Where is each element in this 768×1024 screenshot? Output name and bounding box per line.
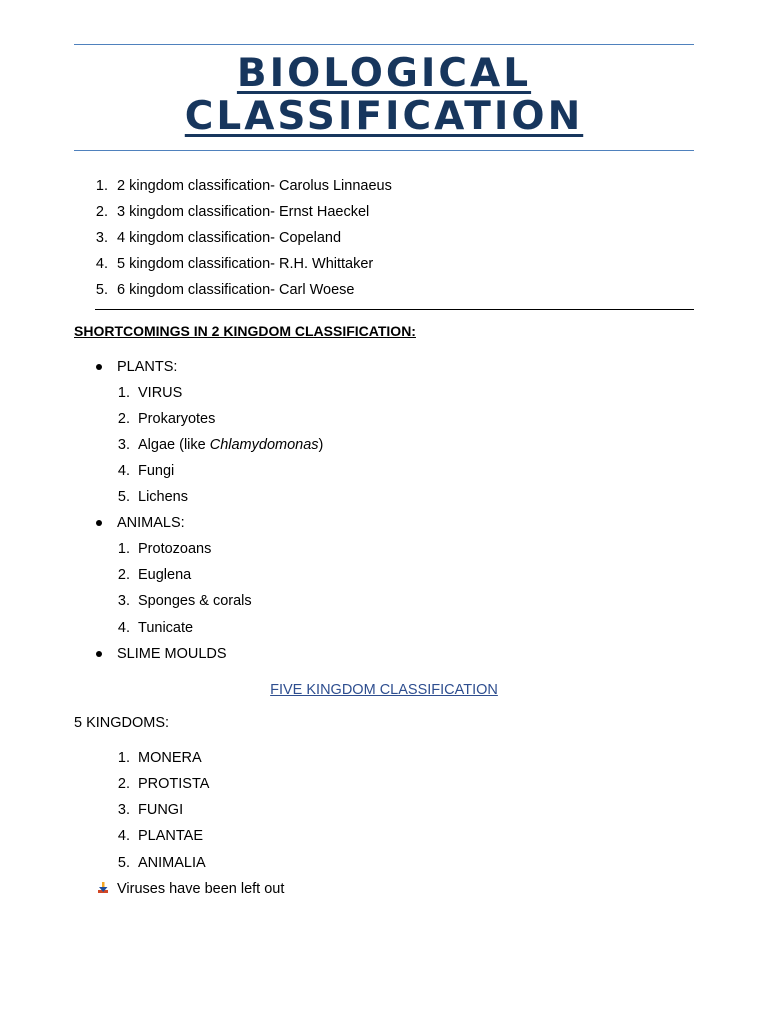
list-number: 5. [117, 855, 130, 871]
list-number: 2. [117, 567, 130, 583]
list-item: Tunicate [138, 620, 194, 636]
five-kingdom-heading: FIVE KINGDOM CLASSIFICATION [270, 682, 498, 698]
list-number: 4. [117, 463, 130, 479]
title-line-1: BIOLOGICAL [236, 51, 532, 96]
bullet-icon [96, 520, 102, 526]
arrow-down-bullet-icon [96, 881, 110, 895]
list-number: 1. [95, 178, 108, 194]
list-item: Sponges & corals [138, 593, 252, 609]
list-item: PROTISTA [138, 776, 210, 792]
list-item: 5 kingdom classification- R.H. Whittaker [117, 256, 374, 272]
list-item: Fungi [138, 463, 175, 479]
list-number: 3. [95, 230, 108, 246]
shortcomings-heading: SHORTCOMINGS IN 2 KINGDOM CLASSIFICATION: [74, 323, 416, 339]
list-number: 1. [117, 541, 130, 557]
list-number: 3. [117, 593, 130, 609]
list-number: 2. [117, 776, 130, 792]
list-item: Algae (like Chlamydomonas) [138, 437, 324, 453]
list-item: VIRUS [138, 385, 183, 401]
list-number: 5. [95, 282, 108, 298]
list-number: 4. [95, 256, 108, 272]
list-item: 3 kingdom classification- Ernst Haeckel [117, 204, 370, 220]
list-item: Lichens [138, 489, 188, 505]
list-number: 3. [117, 802, 130, 818]
list-item: PLANTAE [138, 828, 204, 844]
list-number: 4. [117, 828, 130, 844]
list-item: ANIMALIA [138, 855, 206, 871]
list-item: Euglena [138, 567, 192, 583]
list-number: 2. [117, 411, 130, 427]
top-rule [74, 44, 694, 45]
list-item: 6 kingdom classification- Carl Woese [117, 282, 355, 298]
bullet-icon [96, 364, 102, 370]
slime-moulds-label: SLIME MOULDS [117, 646, 227, 662]
list-item: 2 kingdom classification- Carolus Linnaeus [117, 178, 392, 194]
list-number: 2. [95, 204, 108, 220]
list-number: 1. [117, 385, 130, 401]
animals-label: ANIMALS: [117, 515, 185, 531]
list-item: Prokaryotes [138, 411, 216, 427]
title-bottom-rule [74, 150, 694, 151]
list-number: 3. [117, 437, 130, 453]
list-item: MONERA [138, 750, 202, 766]
list-item: 4 kingdom classification- Copeland [117, 230, 342, 246]
list-item: Protozoans [138, 541, 212, 557]
section-rule [95, 309, 694, 310]
five-kingdoms-label: 5 KINGDOMS: [74, 715, 170, 731]
list-number: 5. [117, 489, 130, 505]
list-number: 4. [117, 620, 130, 636]
list-number: 1. [117, 750, 130, 766]
title-line-2: CLASSIFICATION [184, 94, 584, 139]
plants-label: PLANTS: [117, 359, 178, 375]
note-text: Viruses have been left out [117, 881, 285, 897]
list-item: FUNGI [138, 802, 184, 818]
bullet-icon [96, 651, 102, 657]
